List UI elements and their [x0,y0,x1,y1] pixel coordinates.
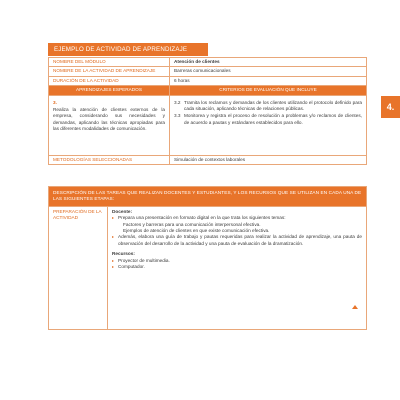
arrow-bullet-icon: ▸ [112,257,115,263]
list-item [112,234,362,247]
continuation-arrow-icon [352,305,358,309]
tasks-banner: DESCRIPCIÓN DE LAS TAREAS QUE REALIZAN DOCENTES Y ESTUDIANTES, Y LOS RECURSOS QUE SE UTILIZAN EN CADA UNA DE LAS SIGUIENTES ETAPAS: [49,187,367,207]
criterion-text: Monitorea y registra el proceso de resolución a problemas y/o reclamos de clientes, de acuerdo a pautas y estándares establecidos para ello. [184,113,362,125]
preparation-body [108,206,367,329]
resource-text: Computador. [118,264,145,270]
module-name-value: Atención de clientes [170,58,367,67]
criterion-item [174,100,362,113]
criterion-number: 3.2 [174,99,181,105]
criterion-number: 3.3 [174,113,181,119]
activity-name-value: Barreras comunicacionales [170,67,367,76]
methodology-row [49,155,367,164]
preparation-row [49,206,367,329]
criteria-header: CRITERIOS DE EVALUACIÓN QUE INCLUYE [170,86,367,95]
methodology-label: METODOLOGÍAS SELECCIONADAS [49,155,170,164]
activity-header-title: EJEMPLO DE ACTIVIDAD DE APRENDIZAJE [48,43,208,56]
list-item-text: Además, elabora una guía de trabajo y pautas requeridas para realizar la actividad de aprendizaje, una pauta de observación del desarrollo de la actividad y una pauta de evaluación de la dramatización. [118,234,363,246]
criterion-item [174,113,362,126]
learning-outcome-cell [49,95,170,155]
arrow-bullet-icon: ▸ [112,215,115,221]
outcomes-row [49,95,367,155]
columns-header-row [49,86,367,95]
activity-name-row [49,67,367,76]
module-name-row [49,58,367,67]
tasks-table [48,186,367,330]
arrow-bullet-icon: ▸ [112,234,115,240]
resources-label: Recursos: [112,251,135,257]
preparation-label: PREPARACIÓN DE LA ACTIVIDAD [49,206,108,329]
activity-name-label: NOMBRE DE LA ACTIVIDAD DE APRENDIZAJE [49,67,170,76]
criteria-cell [170,95,367,155]
methodology-value: Simulación de contextos laborales [170,155,367,164]
list-item [112,215,362,221]
activity-info-table [48,57,367,165]
learning-outcome-number: 3. [53,99,57,105]
resource-text: Proyector de multimedia. [118,257,170,263]
tasks-banner-row [49,187,367,207]
sub-item-text: Factores y barreras para una comunicación interpersonal efectiva. [123,221,261,227]
sub-item-text: Ejemplos de atención de clientes en que existe comunicación efectiva. [123,228,270,234]
learning-outcomes-header: APRENDIZAJES ESPERADOS [49,86,170,95]
teacher-label: Docente: [112,208,133,214]
duration-label: DURACIÓN DE LA ACTIVIDAD [49,76,170,85]
duration-value: 6 horas [170,76,367,85]
learning-outcome-text: Realiza la atención de clientes externos de la empresa, considerando sus necesidades y demandas, aplicando las técnicas apropiadas para las diferentes modalidades de comunicación. [53,107,165,132]
criterion-text: Tramita los reclamos y demandas de los clientes utilizando el protocolo definido para cada situación, aplicando técnicas de relaciones públicas. [184,99,362,112]
duration-row [49,76,367,85]
arrow-bullet-icon: ▸ [112,264,115,270]
chapter-tab: 4. [381,96,400,118]
module-name-label: NOMBRE DEL MÓDULO [49,58,170,67]
list-item-text: Prepara una presentación en formato digital en la que trata los siguientes temas: [118,215,286,221]
list-item [112,264,362,270]
